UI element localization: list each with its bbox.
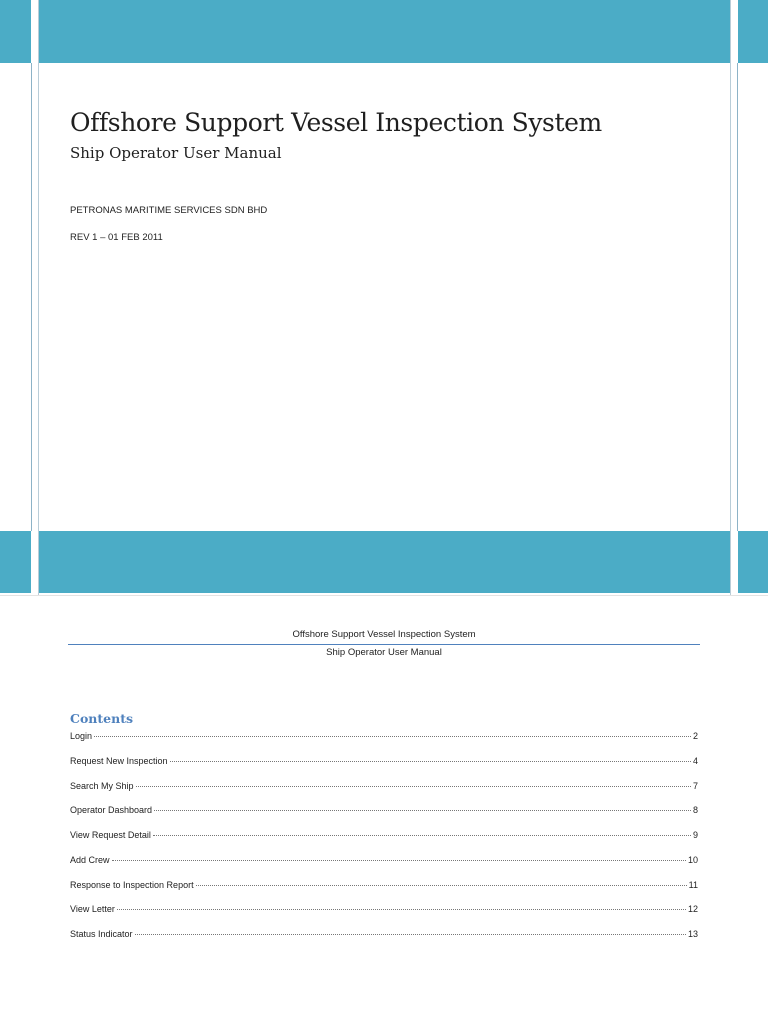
toc-entry-view-request-detail[interactable] xyxy=(70,830,698,855)
cover-bottom-left-band xyxy=(0,531,31,593)
toc-entry-label: View Request Detail xyxy=(70,830,151,840)
page-divider xyxy=(0,595,768,596)
toc-entry-label: Response to Inspection Report xyxy=(70,879,194,890)
cover-title: Offshore Support Vessel Inspection System xyxy=(70,108,602,137)
toc-dot-leader xyxy=(117,908,686,910)
toc-entry-label: Search My Ship xyxy=(70,780,134,791)
toc-entry-view-letter[interactable] xyxy=(70,904,698,929)
toc-dot-leader xyxy=(153,834,691,836)
toc-entry-page: 2 xyxy=(692,731,698,741)
toc-dot-leader xyxy=(112,859,686,861)
toc-entry-status-indicator[interactable] xyxy=(70,929,698,954)
page-header-rule xyxy=(68,644,700,645)
cover-bottom-right-band xyxy=(738,531,768,593)
cover-frame xyxy=(38,0,731,595)
cover-top-band xyxy=(39,0,730,63)
toc-entry-label: Login xyxy=(70,731,93,741)
toc-dot-leader xyxy=(154,809,691,811)
contents-heading: Contents xyxy=(70,711,134,726)
toc-dot-leader xyxy=(94,735,691,737)
toc-entry-label: Request New Inspection xyxy=(70,755,168,766)
toc-entry-add-crew[interactable] xyxy=(70,855,698,880)
page-header-subtitle: Ship Operator User Manual xyxy=(326,647,442,658)
toc-entry-request-new-inspection[interactable] xyxy=(70,756,698,781)
toc-entry-label: Status Indicator xyxy=(70,929,133,939)
cover-subtitle: Ship Operator User Manual xyxy=(70,144,282,162)
cover-bottom-band xyxy=(39,531,730,593)
cover-right-rule xyxy=(737,63,738,531)
cover-left-rule xyxy=(31,63,32,531)
toc-entry-label: View Letter xyxy=(70,904,115,915)
page-header-title: Offshore Support Vessel Inspection System xyxy=(292,629,476,640)
toc-dot-leader xyxy=(135,933,686,935)
cover-top-right-band xyxy=(738,0,768,63)
cover-company: PETRONAS MARITIME SERVICES SDN BHD xyxy=(70,205,268,216)
toc-entry-page: 8 xyxy=(692,805,698,816)
toc-entry-login[interactable] xyxy=(70,731,698,756)
cover-revision: REV 1 – 01 FEB 2011 xyxy=(70,232,163,243)
toc-entry-operator-dashboard[interactable] xyxy=(70,805,698,830)
cover-top-left-band xyxy=(0,0,31,63)
toc-dot-leader xyxy=(196,884,687,886)
toc-entry-label: Add Crew xyxy=(70,854,110,865)
toc-dot-leader xyxy=(136,785,691,787)
toc-entry-page: 9 xyxy=(692,830,698,840)
toc-entry-page: 10 xyxy=(687,854,698,865)
toc-entry-page: 7 xyxy=(692,780,698,791)
table-of-contents xyxy=(70,731,698,954)
toc-entry-response-to-inspection-report[interactable] xyxy=(70,880,698,905)
toc-entry-search-my-ship[interactable] xyxy=(70,781,698,806)
toc-dot-leader xyxy=(170,760,691,762)
toc-entry-label: Operator Dashboard xyxy=(70,805,153,816)
toc-entry-page: 11 xyxy=(688,879,698,890)
toc-entry-page: 4 xyxy=(692,755,698,766)
toc-entry-page: 12 xyxy=(687,904,698,915)
toc-entry-page: 13 xyxy=(687,929,698,939)
